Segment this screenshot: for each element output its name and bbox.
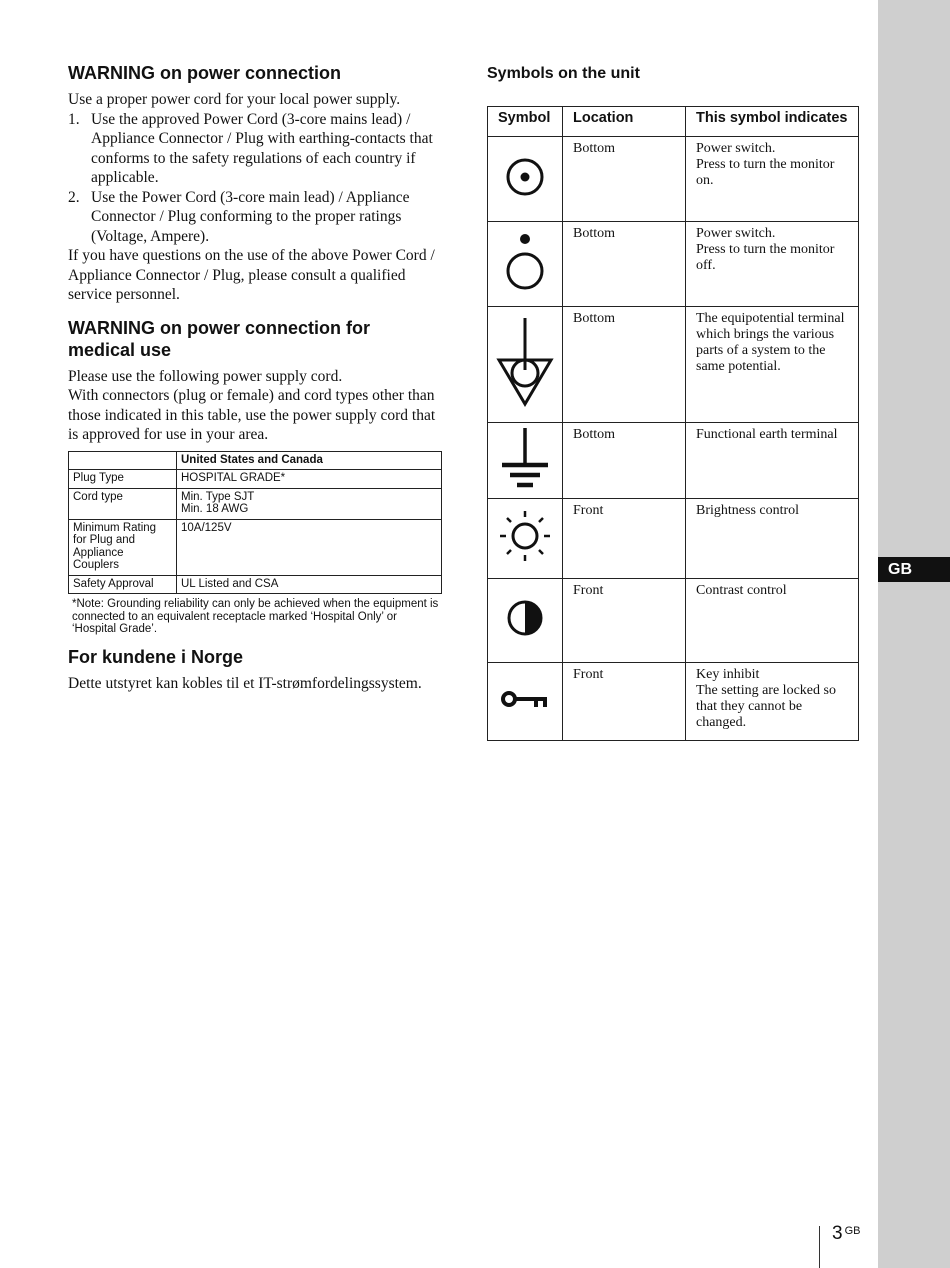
symbol-cell xyxy=(488,137,563,222)
description-cell: Brightness control xyxy=(686,499,859,579)
description-line: Key inhibit xyxy=(696,667,760,682)
contrast-icon xyxy=(505,598,545,638)
norway-section xyxy=(68,646,442,694)
power-on-icon xyxy=(505,157,545,197)
description-line: The setting are locked so that they cannot be changed. xyxy=(696,683,836,730)
medical-warning-section xyxy=(68,317,442,636)
section-title: For kundene i Norge xyxy=(68,646,244,667)
description-line: Power switch. xyxy=(696,141,776,156)
symbol-cell xyxy=(488,579,563,663)
list-item xyxy=(68,188,442,247)
table-row xyxy=(69,575,442,594)
description-cell: Functional earth terminal xyxy=(686,423,859,499)
paragraph: Use a proper power cord for your local power supply. xyxy=(68,91,401,108)
table-header-cell: United States and Canada xyxy=(177,451,442,470)
page-number-divider xyxy=(819,1226,820,1268)
location-cell: Front xyxy=(563,663,686,741)
description-line: Press to turn the monitor on. xyxy=(696,157,835,188)
symbol-cell xyxy=(488,663,563,741)
cell-line: Min. 18 AWG xyxy=(181,503,249,515)
cell-line: Minimum Rating xyxy=(73,521,157,534)
table-header-row xyxy=(488,107,859,137)
functional-earth-icon xyxy=(500,426,550,490)
symbol-cell xyxy=(488,307,563,423)
cell-line: Min. Type SJT xyxy=(181,490,255,503)
page-number xyxy=(832,1223,860,1245)
right-column xyxy=(487,63,859,741)
table-header-row xyxy=(69,451,442,470)
side-bar xyxy=(878,0,950,1268)
list-text: Use the approved Power Cord (3-core mains lead) / Appliance Connector / Plug with earthing-contacts that conforms to the safety regulations of each country if applicable. xyxy=(91,110,433,186)
section-title: WARNING on power connection for medical use xyxy=(68,317,370,360)
table-row xyxy=(488,499,859,579)
description-cell xyxy=(686,663,859,741)
description-cell: Contrast control xyxy=(686,579,859,663)
table-cell-label: Cord type xyxy=(69,488,177,519)
page-number-suffix: GB xyxy=(844,1225,861,1237)
cell-line: Appliance xyxy=(73,546,124,559)
table-header-cell: Symbol xyxy=(488,107,563,137)
language-tab: GB xyxy=(878,557,950,582)
location-cell: Front xyxy=(563,499,686,579)
cell-line: for Plug and xyxy=(73,534,136,546)
description-cell: The equipotential terminal which brings the various parts of a system to the same potential. xyxy=(686,307,859,423)
description-line: Power switch. xyxy=(696,226,776,241)
list-number: 2. xyxy=(68,188,80,206)
table-row xyxy=(488,579,859,663)
table-cell-label xyxy=(69,519,177,575)
table-row xyxy=(69,488,442,519)
page-number-value: 3 xyxy=(832,1223,843,1244)
location-cell: Bottom xyxy=(563,222,686,307)
section-title: Symbols on the unit xyxy=(487,65,640,82)
table-header-cell xyxy=(69,451,177,470)
section-title: WARNING on power connection xyxy=(68,63,341,83)
brightness-icon xyxy=(499,510,551,562)
symbol-cell xyxy=(488,423,563,499)
table-cell-value: HOSPITAL GRADE* xyxy=(177,470,442,489)
left-column xyxy=(68,62,442,693)
power-off-icon xyxy=(505,232,545,292)
symbol-cell xyxy=(488,499,563,579)
description-cell xyxy=(686,137,859,222)
table-header-cell: Location xyxy=(563,107,686,137)
description-line: Press to turn the monitor off. xyxy=(696,242,835,273)
location-cell: Bottom xyxy=(563,137,686,222)
paragraph: Please use the following power supply cord. xyxy=(68,367,343,385)
table-row xyxy=(488,307,859,423)
table-row xyxy=(69,470,442,489)
table-cell-label: Safety Approval xyxy=(69,575,177,594)
table-row xyxy=(69,519,442,575)
symbol-cell xyxy=(488,222,563,307)
power-warning-section xyxy=(68,62,442,305)
list-item xyxy=(68,110,442,188)
paragraph: If you have questions on the use of the above Power Cord / Appliance Connector / Plug, please consult a qualified service personnel. xyxy=(68,247,435,303)
description-cell xyxy=(686,222,859,307)
table-cell-label: Plug Type xyxy=(69,470,177,489)
list-text: Use the Power Cord (3-core main lead) / Appliance Connector / Plug conforming to the proper ratings (Voltage, Ampere). xyxy=(91,188,410,245)
list-number: 1. xyxy=(68,110,80,128)
table-note: *Note: Grounding reliability can only be achieved when the equipment is connected to an equivalent receptacle marked ‘Hospital Only’ or ‘Hospital Grade’. xyxy=(72,598,439,635)
cell-line: Couplers xyxy=(73,559,120,571)
key-icon xyxy=(500,689,550,709)
table-cell-value xyxy=(177,488,442,519)
location-cell: Front xyxy=(563,579,686,663)
symbols-table xyxy=(487,106,859,741)
table-cell-value: 10A/125V xyxy=(177,519,442,575)
table-row xyxy=(488,222,859,307)
numbered-list xyxy=(68,110,442,247)
equipotential-icon xyxy=(495,314,555,410)
table-row xyxy=(488,423,859,499)
paragraph: Dette utstyret kan kobles til et IT-strømfordelingssystem. xyxy=(68,674,422,692)
location-cell: Bottom xyxy=(563,307,686,423)
location-cell: Bottom xyxy=(563,423,686,499)
table-cell-value: UL Listed and CSA xyxy=(177,575,442,594)
power-cord-table xyxy=(68,451,442,595)
table-row xyxy=(488,663,859,741)
table-row xyxy=(488,137,859,222)
paragraph: With connectors (plug or female) and cord types other than those indicated in this table, use the power supply cord that is approved for use in your area. xyxy=(68,387,436,443)
table-header-cell: This symbol indicates xyxy=(686,107,859,137)
